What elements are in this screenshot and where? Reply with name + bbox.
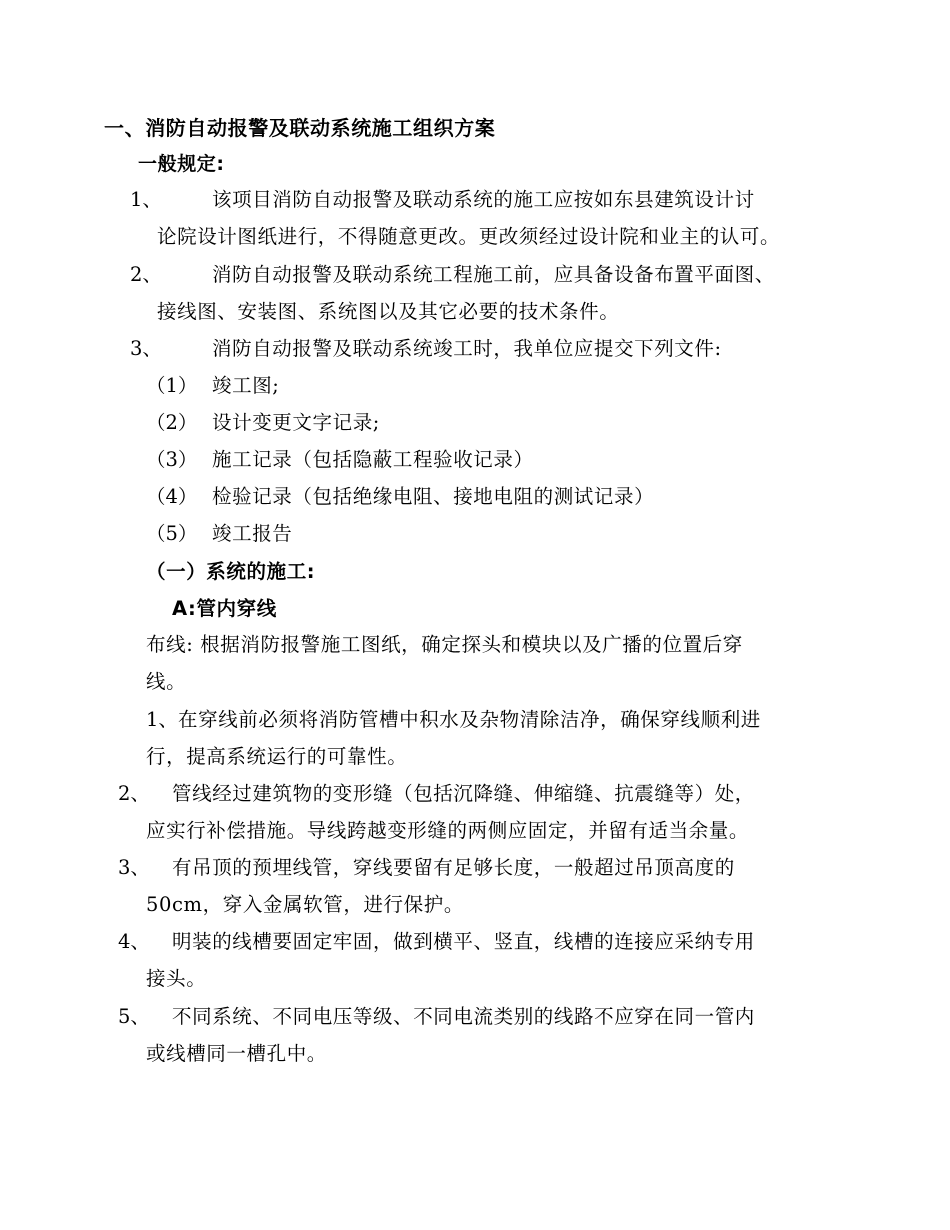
document-heading: 一、消防自动报警及联动系统施工组织方案 xyxy=(104,116,496,140)
wiring-intro-line2: 线。 xyxy=(146,670,187,693)
step-5-line2: 或线槽同一槽孔中。 xyxy=(146,1042,327,1065)
document-item-4-number: （4） xyxy=(146,485,198,508)
rule-1-line1: 该项目消防自动报警及联动系统的施工应按如东县建筑设计讨 xyxy=(212,188,755,211)
document-item-5-text: 竣工报告 xyxy=(212,522,293,545)
document-item-4-text: 检验记录（包括绝缘电阻、接地电阻的测试记录） xyxy=(212,485,655,508)
step-3-line2: 50cm，穿入金属软管，进行保护。 xyxy=(146,893,464,916)
step-4-number: 4、 xyxy=(118,930,150,953)
document-item-2-number: （2） xyxy=(146,411,198,434)
subsection-title: A:管内穿线 xyxy=(172,597,277,620)
wiring-intro-line1: 布线: 根据消防报警施工图纸，确定探头和模块以及广播的位置后穿 xyxy=(146,633,743,656)
rule-2-number: 2、 xyxy=(130,263,162,286)
rule-3-number: 3、 xyxy=(130,337,162,360)
step-2-line2: 应实行补偿措施。导线跨越变形缝的两侧应固定，并留有适当余量。 xyxy=(146,819,750,842)
step-4-line1: 明装的线槽要固定牢固，做到横平、竖直，线槽的连接应采纳专用 xyxy=(172,930,755,953)
rule-2-line2: 接线图、安装图、系统图以及其它必要的技术条件。 xyxy=(157,300,620,323)
step-4-line2: 接头。 xyxy=(146,967,207,990)
rule-1-number: 1、 xyxy=(130,188,162,211)
rule-2-line1: 消防自动报警及联动系统工程施工前，应具备设备布置平面图、 xyxy=(212,263,775,286)
document-item-1-text: 竣工图; xyxy=(212,374,280,397)
section-title: （一）系统的施工: xyxy=(146,560,316,583)
step-2-number: 2、 xyxy=(118,782,150,805)
rule-1-line2: 论院设计图纸进行，不得随意更改。更改须经过设计院和业主的认可。 xyxy=(157,225,781,248)
step-1-number: 1、 xyxy=(146,708,178,731)
step-3-number: 3、 xyxy=(118,856,150,879)
step-1-line1: 在穿线前必须将消防管槽中积水及杂物清除洁净，确保穿线顺利进 xyxy=(178,708,761,731)
document-item-2-text: 设计变更文字记录; xyxy=(212,411,380,434)
document-item-1-number: （1） xyxy=(146,374,198,397)
rule-3-line1: 消防自动报警及联动系统竣工时，我单位应提交下列文件: xyxy=(212,337,722,360)
step-5-number: 5、 xyxy=(118,1005,150,1028)
step-3-line1: 有吊顶的预埋线管，穿线要留有足够长度，一般超过吊顶高度的 xyxy=(172,856,735,879)
general-rules-label: 一般规定: xyxy=(138,153,225,175)
step-2-line1: 管线经过建筑物的变形缝（包括沉降缝、伸缩缝、抗震缝等）处， xyxy=(172,782,755,805)
document-item-5-number: （5） xyxy=(146,522,198,545)
step-5-line1: 不同系统、不同电压等级、不同电流类别的线路不应穿在同一管内 xyxy=(172,1005,755,1028)
document-item-3-text: 施工记录（包括隐蔽工程验收记录） xyxy=(212,448,534,471)
document-item-3-number: （3） xyxy=(146,448,198,471)
step-1-line2: 行，提高系统运行的可靠性。 xyxy=(146,745,408,768)
